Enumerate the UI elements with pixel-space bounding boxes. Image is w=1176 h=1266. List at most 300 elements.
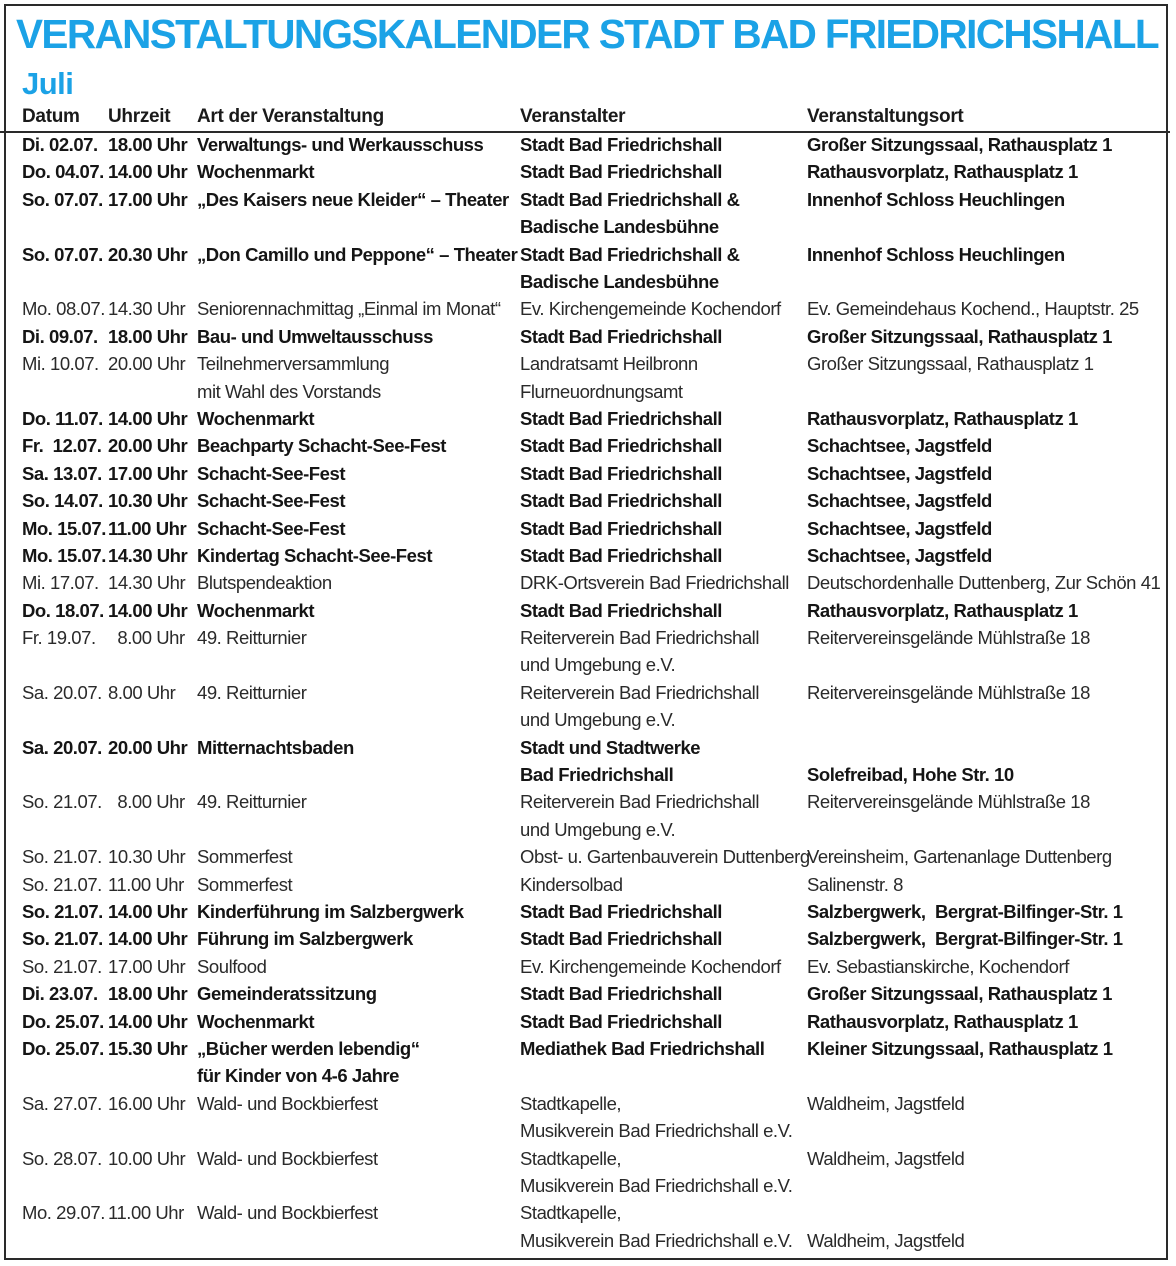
event-type xyxy=(197,788,306,843)
event-type xyxy=(197,1090,378,1145)
event-date xyxy=(22,624,96,679)
event-time-line: 17.00 Uhr xyxy=(108,462,188,484)
event-location-line: Vereinsheim, Gartenanlage Duttenberg xyxy=(807,846,1112,868)
event-organizer xyxy=(520,1145,793,1200)
event-type-line: Blutspendeaktion xyxy=(197,572,332,594)
event-organizer-line: Badische Landesbühne xyxy=(520,270,719,292)
table-row xyxy=(0,295,1170,322)
event-location xyxy=(807,405,1078,432)
event-organizer xyxy=(520,350,698,405)
event-date xyxy=(22,1145,102,1200)
event-organizer xyxy=(520,597,722,624)
event-date xyxy=(22,953,102,980)
event-location-line: Salzbergwerk, Bergrat-Bilfinger-Str. 1 xyxy=(807,928,1123,950)
event-type-line: Wochenmarkt xyxy=(197,407,315,429)
event-time-line: 14.00 Uhr xyxy=(108,1010,188,1032)
event-type-line xyxy=(197,268,517,295)
event-type-line: 49. Reitturnier xyxy=(197,791,307,813)
table-row xyxy=(0,980,1170,1007)
event-date-line: Do. 04.07. xyxy=(22,161,104,183)
event-type xyxy=(197,241,517,296)
event-organizer-line: Reiterverein Bad Friedrichshall xyxy=(520,681,759,703)
event-organizer xyxy=(520,186,740,241)
event-time-line xyxy=(108,651,185,678)
event-date-line xyxy=(22,651,96,678)
event-location-line: Kleiner Sitzungssaal, Rathausplatz 1 xyxy=(807,1038,1113,1059)
event-time-line: 14.00 Uhr xyxy=(108,407,188,429)
event-organizer-line: Stadtkapelle, xyxy=(520,1147,622,1169)
event-time xyxy=(108,898,187,925)
event-type xyxy=(197,953,266,980)
event-date xyxy=(22,1090,102,1145)
event-time-line: 17.00 Uhr xyxy=(108,188,188,210)
event-organizer xyxy=(520,953,781,980)
event-type xyxy=(197,734,354,789)
event-organizer-line: Landratsamt Heilbronn xyxy=(520,353,698,375)
event-organizer-line: Stadt Bad Friedrichshall xyxy=(520,325,722,347)
table-row xyxy=(0,460,1170,487)
event-time xyxy=(108,788,185,843)
event-date xyxy=(22,487,103,514)
event-type-line: für Kinder von 4-6 Jahre xyxy=(197,1065,400,1087)
event-location-line: Waldheim, Jagstfeld xyxy=(807,1092,965,1114)
event-organizer xyxy=(520,980,722,1007)
event-location xyxy=(807,1008,1078,1035)
event-date xyxy=(22,515,106,542)
event-organizer xyxy=(520,843,810,870)
table-row xyxy=(0,1145,1170,1200)
event-date-line: So. 21.07. xyxy=(22,873,102,895)
event-date-line: Mo. 29.07. xyxy=(22,1202,105,1224)
event-type xyxy=(197,460,345,487)
event-time xyxy=(108,925,187,952)
event-location xyxy=(807,1035,1113,1090)
table-row xyxy=(0,679,1170,734)
event-type xyxy=(197,350,389,405)
event-type-line: Schacht-See-Fest xyxy=(197,490,346,512)
event-time xyxy=(108,460,187,487)
event-time xyxy=(108,953,185,980)
event-time-line: 14.00 Uhr xyxy=(108,161,188,183)
event-date-line xyxy=(22,761,102,788)
event-type-line: „Don Camillo und Peppone“ – Theater xyxy=(197,243,518,265)
event-location-line: Reitervereinsgelände Mühlstraße 18 xyxy=(807,627,1090,649)
event-list xyxy=(0,131,1170,1254)
event-type xyxy=(197,569,332,596)
event-date-line: So. 21.07. xyxy=(22,846,102,868)
event-location xyxy=(807,515,992,542)
event-type-line xyxy=(197,1172,378,1199)
event-time-line: 15.30 Uhr xyxy=(108,1038,188,1059)
event-date-line: Sa. 20.07. xyxy=(22,681,102,703)
event-organizer-line: Stadt Bad Friedrichshall xyxy=(520,517,722,539)
event-organizer-line: Reiterverein Bad Friedrichshall xyxy=(520,791,759,813)
event-organizer xyxy=(520,1090,793,1145)
event-date-line: So. 21.07. xyxy=(22,791,102,813)
event-date-line: So. 21.07. xyxy=(22,928,103,950)
event-type-line xyxy=(197,761,354,788)
event-location-line: Solefreibad, Hohe Str. 10 xyxy=(807,764,1014,786)
event-location xyxy=(807,487,992,514)
event-date-line xyxy=(22,1062,104,1089)
event-date xyxy=(22,980,98,1007)
event-location xyxy=(807,350,1094,405)
event-time-line: 20.00 Uhr xyxy=(108,736,188,758)
event-location-line: Rathausvorplatz, Rathausplatz 1 xyxy=(807,1010,1078,1032)
event-location xyxy=(807,871,903,898)
event-time-line xyxy=(108,268,187,295)
table-row xyxy=(0,734,1170,789)
event-date xyxy=(22,1199,105,1254)
event-date-line: Sa. 27.07. xyxy=(22,1092,102,1114)
event-type-line: Wald- und Bockbierfest xyxy=(197,1147,378,1169)
event-time-line: 17.00 Uhr xyxy=(108,955,186,977)
event-location-line xyxy=(807,1062,1113,1089)
event-type-line: Teilnehmerversammlung xyxy=(197,353,390,375)
event-organizer-line: Musikverein Bad Friedrichshall e.V. xyxy=(520,1174,793,1196)
table-row xyxy=(0,405,1170,432)
event-location xyxy=(807,323,1112,350)
event-type-line: Verwaltungs- und Werkausschuss xyxy=(197,134,484,155)
event-organizer xyxy=(520,432,722,459)
table-row xyxy=(0,1090,1170,1145)
event-organizer xyxy=(520,542,722,569)
event-date xyxy=(22,788,102,843)
event-time xyxy=(108,350,185,405)
event-organizer xyxy=(520,241,740,296)
event-type-line xyxy=(197,1117,378,1144)
event-date-line: So. 07.07. xyxy=(22,243,103,265)
event-type xyxy=(197,1145,378,1200)
event-location xyxy=(807,1145,964,1200)
event-date xyxy=(22,734,102,789)
event-type-line: Schacht-See-Fest xyxy=(197,517,346,539)
event-location xyxy=(807,980,1112,1007)
event-organizer-line: DRK-Ortsverein Bad Friedrichshall xyxy=(520,572,789,594)
event-time xyxy=(108,295,185,322)
event-type xyxy=(197,158,314,185)
event-date xyxy=(22,679,102,734)
event-location-line: Salinenstr. 8 xyxy=(807,873,903,895)
event-time-line: 18.00 Uhr xyxy=(108,325,188,347)
event-location xyxy=(807,898,1123,925)
event-organizer xyxy=(520,158,722,185)
event-location-line: Rathausvorplatz, Rathausplatz 1 xyxy=(807,161,1078,183)
event-location-line xyxy=(807,268,1065,295)
event-time-line: 14.30 Uhr xyxy=(108,544,188,566)
event-date xyxy=(22,241,103,296)
event-organizer-line: Stadt Bad Friedrichshall xyxy=(520,544,722,566)
event-location xyxy=(807,925,1123,952)
table-row xyxy=(0,597,1170,624)
table-row xyxy=(0,569,1170,596)
event-location-line: Reitervereinsgelände Mühlstraße 18 xyxy=(807,681,1090,703)
event-organizer-line: Ev. Kirchengemeinde Kochendorf xyxy=(520,955,781,977)
event-date xyxy=(22,158,104,185)
event-type xyxy=(197,980,377,1007)
event-type-line: Beachparty Schacht-See-Fest xyxy=(197,435,446,457)
event-location-line xyxy=(807,651,1090,678)
event-type xyxy=(197,323,433,350)
event-date-line: So. 07.07. xyxy=(22,188,103,210)
event-organizer xyxy=(520,734,700,789)
event-date-line xyxy=(22,1227,105,1254)
event-organizer-line: Stadt Bad Friedrichshall xyxy=(520,462,722,484)
event-location-line: Schachtsee, Jagstfeld xyxy=(807,544,992,566)
event-date-line: Di. 02.07. xyxy=(22,134,98,155)
event-date-line: Mo. 15.07. xyxy=(22,517,106,539)
event-organizer-line: Stadt Bad Friedrichshall xyxy=(520,983,722,1005)
event-time-line xyxy=(108,761,187,788)
event-type xyxy=(197,624,306,679)
event-time xyxy=(108,323,187,350)
table-header xyxy=(0,104,1170,133)
event-date-line: Do. 11.07. xyxy=(22,407,103,429)
event-time xyxy=(108,1145,185,1200)
event-organizer xyxy=(520,1035,764,1090)
event-date xyxy=(22,350,99,405)
event-location-line: Salzbergwerk, Bergrat-Bilfinger-Str. 1 xyxy=(807,901,1123,923)
event-type-line: Mitternachtsbaden xyxy=(197,736,354,758)
event-organizer-line: Mediathek Bad Friedrichshall xyxy=(520,1038,765,1059)
table-row xyxy=(0,158,1170,185)
event-date-line: Do. 18.07. xyxy=(22,599,104,621)
event-type-line: Sommerfest xyxy=(197,846,293,868)
event-type-line: 49. Reitturnier xyxy=(197,681,307,703)
event-location-line xyxy=(807,1117,964,1144)
table-row xyxy=(0,1035,1170,1090)
event-type xyxy=(197,432,446,459)
event-type-line: „Bücher werden lebendig“ xyxy=(197,1038,420,1059)
event-location xyxy=(807,158,1078,185)
event-type xyxy=(197,295,501,322)
event-type-line: Wald- und Bockbierfest xyxy=(197,1202,378,1224)
header-art: Art der Veranstaltung xyxy=(197,106,384,127)
event-date-line: So. 21.07. xyxy=(22,901,103,923)
event-time-line: 14.30 Uhr xyxy=(108,572,186,594)
event-date-line: So. 28.07. xyxy=(22,1147,102,1169)
event-location-line: Schachtsee, Jagstfeld xyxy=(807,490,992,512)
event-type xyxy=(197,898,464,925)
event-type-line: Seniorennachmittag „Einmal im Monat“ xyxy=(197,298,501,320)
event-date xyxy=(22,871,102,898)
event-date xyxy=(22,569,99,596)
event-organizer-line: Kindersolbad xyxy=(520,873,623,895)
event-time xyxy=(108,1008,187,1035)
event-date-line xyxy=(22,213,103,240)
event-type xyxy=(197,1008,314,1035)
event-date-line: Fr. 12.07. xyxy=(22,435,102,457)
event-organizer-line: Stadt Bad Friedrichshall xyxy=(520,490,722,512)
event-location-line: Ev. Gemeindehaus Kochend., Hauptstr. 25 xyxy=(807,298,1139,320)
event-time-line: 8.00 Uhr xyxy=(108,681,176,703)
event-organizer-line: Badische Landesbühne xyxy=(520,216,719,238)
page-title: VERANSTALTUNGSKALENDER STADT BAD FRIEDRICHSHALL xyxy=(16,11,1159,57)
event-organizer-line: und Umgebung e.V. xyxy=(520,818,676,840)
event-organizer xyxy=(520,925,722,952)
header-uhrzeit: Uhrzeit xyxy=(108,106,171,127)
event-time xyxy=(108,131,187,158)
event-time xyxy=(108,624,185,679)
event-type-line: Bau- und Umweltausschuss xyxy=(197,325,433,347)
event-time-line xyxy=(108,378,185,405)
event-location-line: Schachtsee, Jagstfeld xyxy=(807,462,992,484)
event-date xyxy=(22,597,104,624)
event-time-line xyxy=(108,1172,185,1199)
event-location-line xyxy=(807,816,1090,843)
event-time-line xyxy=(108,706,175,733)
event-type-line: mit Wahl des Vorstands xyxy=(197,380,381,402)
event-date-line xyxy=(22,706,102,733)
event-time xyxy=(108,1199,184,1254)
event-organizer-line: Obst- u. Gartenbauverein Duttenberg xyxy=(520,846,810,868)
table-row xyxy=(0,1199,1170,1254)
event-organizer-line: Musikverein Bad Friedrichshall e.V. xyxy=(520,1229,793,1251)
event-time-line: 10.30 Uhr xyxy=(108,846,186,868)
table-row xyxy=(0,515,1170,542)
event-date xyxy=(22,295,105,322)
event-type xyxy=(197,679,306,734)
event-location-line: Innenhof Schloss Heuchlingen xyxy=(807,243,1065,265)
event-location xyxy=(807,1199,964,1254)
table-row xyxy=(0,925,1170,952)
event-time-line: 10.30 Uhr xyxy=(108,490,188,512)
event-date-line xyxy=(22,378,99,405)
event-date xyxy=(22,898,103,925)
event-location xyxy=(807,679,1090,734)
event-location-line: Ev. Sebastianskirche, Kochendorf xyxy=(807,955,1069,977)
event-organizer-line: Bad Friedrichshall xyxy=(520,764,674,786)
event-organizer-line: Stadt Bad Friedrichshall & xyxy=(520,243,740,265)
event-type xyxy=(197,1035,420,1090)
event-time-line xyxy=(108,1227,184,1254)
event-type-line: Wochenmarkt xyxy=(197,599,315,621)
event-organizer xyxy=(520,515,722,542)
event-date-line: Sa. 13.07. xyxy=(22,462,102,484)
event-type xyxy=(197,405,314,432)
event-time-line: 14.00 Uhr xyxy=(108,599,188,621)
event-location-line: Großer Sitzungssaal, Rathausplatz 1 xyxy=(807,353,1094,375)
event-organizer-line: Stadtkapelle, xyxy=(520,1092,622,1114)
event-date-line: Di. 09.07. xyxy=(22,325,98,347)
event-time xyxy=(108,843,185,870)
event-time-line: 14.00 Uhr xyxy=(108,901,188,923)
event-date-line: Mo. 15.07. xyxy=(22,544,106,566)
table-row xyxy=(0,871,1170,898)
event-location xyxy=(807,597,1078,624)
table-row xyxy=(0,241,1170,296)
table-row xyxy=(0,542,1170,569)
event-location-line xyxy=(807,706,1090,733)
event-date xyxy=(22,323,98,350)
event-organizer-line: und Umgebung e.V. xyxy=(520,709,676,731)
event-date xyxy=(22,460,102,487)
event-time-line xyxy=(108,213,187,240)
event-time xyxy=(108,487,187,514)
event-date xyxy=(22,1035,104,1090)
event-organizer-line: Stadt Bad Friedrichshall xyxy=(520,407,722,429)
event-organizer-line: Stadt Bad Friedrichshall & xyxy=(520,188,740,210)
event-type-line: „Des Kaisers neue Kleider“ – Theater xyxy=(197,188,509,210)
table-row xyxy=(0,131,1170,158)
event-time xyxy=(108,734,187,789)
event-type-line: Kindertag Schacht-See-Fest xyxy=(197,544,433,566)
event-time-line: 14.30 Uhr xyxy=(108,298,186,320)
event-location xyxy=(807,186,1065,241)
event-type-line: Sommerfest xyxy=(197,873,293,895)
event-organizer-line xyxy=(520,1062,764,1089)
event-type-line: 49. Reitturnier xyxy=(197,627,307,649)
table-row xyxy=(0,953,1170,980)
table-row xyxy=(0,1008,1170,1035)
event-time xyxy=(108,569,185,596)
event-time-line: 11.00 Uhr xyxy=(108,873,184,895)
event-organizer xyxy=(520,405,722,432)
event-date-line: Do. 25.07. xyxy=(22,1010,104,1032)
event-location-line xyxy=(807,1172,964,1199)
event-date xyxy=(22,925,103,952)
event-time xyxy=(108,515,186,542)
event-organizer xyxy=(520,679,759,734)
event-organizer-line: Flurneuordnungsamt xyxy=(520,380,683,402)
event-time xyxy=(108,405,187,432)
event-date-line: So. 21.07. xyxy=(22,955,102,977)
event-date xyxy=(22,405,103,432)
event-location-line: Großer Sitzungssaal, Rathausplatz 1 xyxy=(807,325,1112,347)
event-type-line xyxy=(197,213,509,240)
event-organizer xyxy=(520,131,722,158)
event-organizer-line: Stadt Bad Friedrichshall xyxy=(520,435,722,457)
event-date-line: Di. 23.07. xyxy=(22,983,98,1005)
event-time xyxy=(108,241,187,296)
event-location-line: Großer Sitzungssaal, Rathausplatz 1 xyxy=(807,134,1112,155)
event-location-line xyxy=(807,734,1014,761)
event-date-line xyxy=(22,268,103,295)
event-organizer-line: Stadt Bad Friedrichshall xyxy=(520,161,722,183)
event-time xyxy=(108,1090,185,1145)
event-organizer xyxy=(520,487,722,514)
event-time xyxy=(108,542,187,569)
event-date xyxy=(22,843,102,870)
event-organizer xyxy=(520,1199,793,1254)
event-location-line: Reitervereinsgelände Mühlstraße 18 xyxy=(807,791,1090,813)
table-row xyxy=(0,487,1170,514)
month-heading: Juli xyxy=(22,66,74,101)
event-location xyxy=(807,788,1090,843)
event-location-line: Schachtsee, Jagstfeld xyxy=(807,435,992,457)
event-location-line: Waldheim, Jagstfeld xyxy=(807,1229,965,1251)
event-organizer xyxy=(520,295,781,322)
event-time-line: 11.00 Uhr xyxy=(108,1202,184,1224)
table-row xyxy=(0,898,1170,925)
event-type-line: Gemeinderatssitzung xyxy=(197,983,377,1005)
event-date-line xyxy=(22,816,102,843)
event-location-line xyxy=(807,1199,964,1226)
event-time xyxy=(108,432,187,459)
event-date xyxy=(22,1008,104,1035)
event-date-line: Mi. 10.07. xyxy=(22,353,99,375)
event-type xyxy=(197,843,292,870)
event-time-line: 8.00 Uhr xyxy=(108,627,185,649)
event-location xyxy=(807,953,1069,980)
event-date xyxy=(22,186,103,241)
table-row xyxy=(0,788,1170,843)
event-location-line: Rathausvorplatz, Rathausplatz 1 xyxy=(807,599,1078,621)
event-organizer-line: Musikverein Bad Friedrichshall e.V. xyxy=(520,1120,793,1142)
event-type-line xyxy=(197,706,306,733)
event-date xyxy=(22,131,98,158)
event-date-line: Do. 25.07. xyxy=(22,1038,104,1059)
